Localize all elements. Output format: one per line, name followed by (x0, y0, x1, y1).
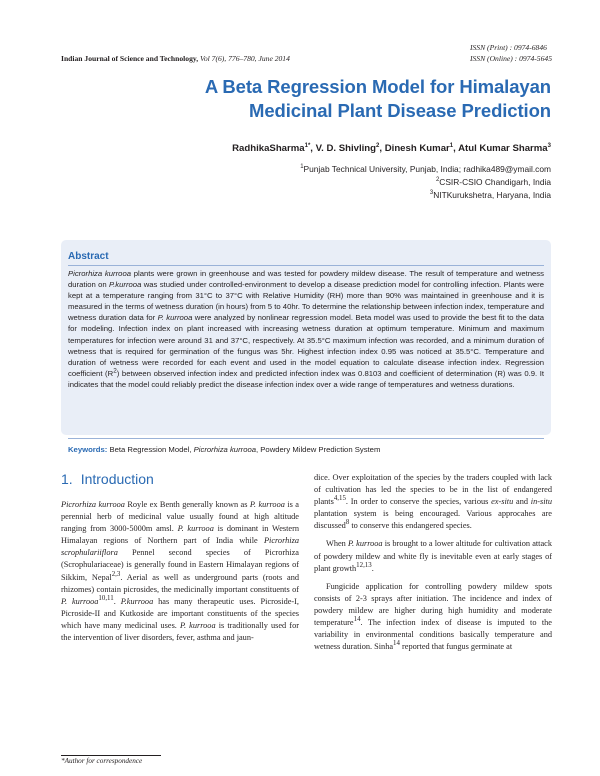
affiliation-2 (436, 177, 551, 187)
citation-ref: 10,11 (98, 594, 114, 602)
abstract-text-4: ) between observed infection index and predicted infection index was 0.8103 and coefficient of determination (R) was 0.9. It indicates that the model could reliably predict the disease infection index over a wide range of temperatures and wetness durations. (68, 368, 544, 389)
body-text: is dominant in Western Himalayan regions of Northern part of India while (61, 524, 299, 546)
paragraph (61, 499, 299, 644)
affiliation-2-sup: 2 (435, 177, 440, 184)
keywords-text-1: Beta Regression Model, (107, 445, 194, 454)
abstract-divider-bottom (68, 438, 544, 439)
body-text: Fungicide application for controlling powdery mildew spots consists of 2-3 sprays after initiation. The incidence and index of powdery mildew are higher during high humidity and moderate temperature (314, 581, 552, 628)
paragraph (314, 472, 552, 532)
species-name: P. kurrooa (249, 500, 285, 509)
affiliation-3 (430, 190, 551, 200)
abstract-text-3: were analyzed by nonlinear regression model. Beta model was used to provide the best fit to the data for modeling. Infection index on plant increased with increasing wetness duration at optimum temperature. Minimum and maximum temperatures for infection were around 31 and 37°C, respectively. At 35.5°C maximum infection was recorded, and a minimum duration of wetness that is required for germination of the fungus was 5hr. Highest infection index 0.95 was noticed at 35.5°C. Temperature and duration of wetness were recorded for each event and used in the model equation to calculate disease infection index. Regression coefficient (R (68, 313, 544, 378)
section-heading-introduction (61, 471, 154, 487)
column-left (61, 499, 299, 644)
body-text: . In order to conserve the species, various (345, 497, 492, 507)
author-1: RadhikaSharma (232, 143, 305, 154)
body-text: dice. Over exploitation of the species by the traders coupled with lack of cultivation has led the species to be in the list of endangered plants (314, 473, 552, 507)
body-text: When (326, 539, 348, 549)
issn-block (470, 43, 552, 64)
keywords-text-2: , Powdery Mildew Prediction System (256, 445, 381, 454)
italic-term: in-situ (530, 497, 552, 507)
italic-term: ex-situ (491, 497, 514, 507)
body-text: Pennel second species of Picrorhiza (Scrophulariaceae) is generally found in Eastern Himalayan regions of Sikkim, Nepal (61, 548, 299, 582)
author-3: , Dinesh Kumar (379, 143, 450, 154)
abstract-text-2: was studied under controlled-environment to develop a disease prediction model for controlling infection. Plants were kept at a temperature ranging from 31°C to 37°C with Relative Humidity (RH) more than 90% was maintained in greenhouse and it is measured in the terms of wetness duration (in hours) from 5 to 40hr. To determine the relationship between infection index, temperature and wetness duration data for (68, 280, 544, 323)
citation-ref: 14 (353, 616, 361, 624)
author-3-sup: 1 (449, 142, 454, 149)
abstract-species-2: P.kurrooa (109, 280, 142, 290)
affiliation-3-sup: 3 (429, 190, 434, 197)
body-text: . (113, 596, 121, 606)
species-name: P.kurrooa (120, 596, 154, 606)
body-text: and (513, 497, 531, 507)
keywords-label: Keywords: (68, 445, 108, 454)
author-1-sup: 1* (304, 142, 311, 149)
body-text: has many therapeutic uses. Picroside-I, Picroside-II and Kutkoside are important constituents of the species which have many medicinal uses. (61, 596, 299, 630)
affiliation-3-text: NITKurukshetra, Haryana, India (433, 190, 551, 200)
section-title: Introduction (80, 471, 154, 487)
affiliation-1-text: Punjab Technical University, Punjab, India; radhika489@ymail.com (303, 164, 551, 174)
species-name: P. kurrooa (347, 539, 383, 549)
body-text: is brought to a lower altitude for cultivation attack of powdery mildew and white fly is inevitable even at early stages of plant growth (314, 539, 553, 573)
section-number: 1. (61, 471, 73, 487)
affiliation-1-sup: 1 (300, 164, 304, 171)
title-line-2: Medicinal Plant Disease Prediction (249, 100, 551, 121)
author-2-sup: 2 (376, 142, 380, 149)
species-name: P. kurrooa (61, 596, 99, 606)
affiliation-2-text: CSIR-CSIO Chandigarh, India (439, 177, 551, 187)
abstract-divider (68, 265, 544, 266)
abstract-body (68, 268, 544, 390)
paper-title (71, 75, 551, 123)
title-line-1: A Beta Regression Model for Himalayan (204, 76, 551, 97)
paragraph (314, 538, 552, 574)
issn-print: ISSN (Print) : 0974-6846 (469, 43, 547, 52)
citation-ref: 14 (393, 640, 400, 648)
body-text: reported that fungus germinate at (399, 642, 513, 652)
species-name: P. kurrooa (177, 524, 214, 534)
column-right (314, 472, 552, 653)
species-name: Picrorhiza scrophulariiflora (61, 536, 299, 558)
body-text: . Aerial as well as underground parts (roots and rhizomes) contain picrosides, the medicinally important constituents of (61, 572, 300, 594)
affiliation-1 (300, 164, 551, 174)
body-text: is traditionally used for the intervention of liver disorders, fever, asthma and jaun- (61, 620, 299, 643)
author-4: , Atul Kumar Sharma (453, 143, 548, 154)
journal-citation (61, 54, 290, 63)
keywords (68, 445, 380, 454)
body-text: to conserve this endangered species. (349, 521, 472, 531)
abstract-species-3: P. kurrooa (157, 313, 193, 323)
footnote-rule (61, 755, 161, 756)
journal-name: Indian Journal of Science and Technology, (61, 54, 199, 63)
citation-ref: 8 (345, 519, 350, 527)
body-text: plantation system is being encouraged. Various approcahes are discussed (314, 509, 552, 531)
body-text: is a perennial herb of medicinal value usually found at high altitude ranging from 3000-5000m amsl. (61, 500, 299, 534)
abstract-species-1: Picrorhiza kurrooa (68, 269, 131, 278)
body-text: . The infection index of disease is imputed to the variability in environmental conditions basically temperature and wetness duration. Sinha (314, 618, 552, 652)
citation-ref: 12,13 (356, 561, 372, 569)
author-4-sup: 3 (547, 142, 551, 149)
keywords-species: Picrorhiza kurrooa (193, 445, 257, 454)
footnote: *Author for correspondence (61, 757, 143, 765)
abstract-heading: Abstract (68, 251, 109, 262)
abstract-text-1: plants were grown in greenhouse and was tested for powdery mildew disease. The result of temperature and wetness duration on (68, 269, 544, 290)
body-text: Royle ex Benth generally known as (124, 500, 250, 509)
issn-online: ISSN (Online) : 0974-5645 (469, 53, 552, 63)
citation-ref: 4,15 (333, 495, 346, 503)
species-name: Picrorhiza kurrooa (61, 500, 125, 509)
species-name: P. kurrooa (179, 620, 216, 630)
author-list (232, 143, 551, 154)
abstract-sup: 2 (113, 367, 117, 375)
citation-ref: 2,3 (111, 570, 121, 578)
journal-details: Vol 7(6), 776–780, June 2014 (198, 54, 290, 63)
author-2: , V. D. Shivling (310, 143, 377, 154)
paragraph (314, 581, 552, 654)
body-text: . (371, 563, 374, 573)
